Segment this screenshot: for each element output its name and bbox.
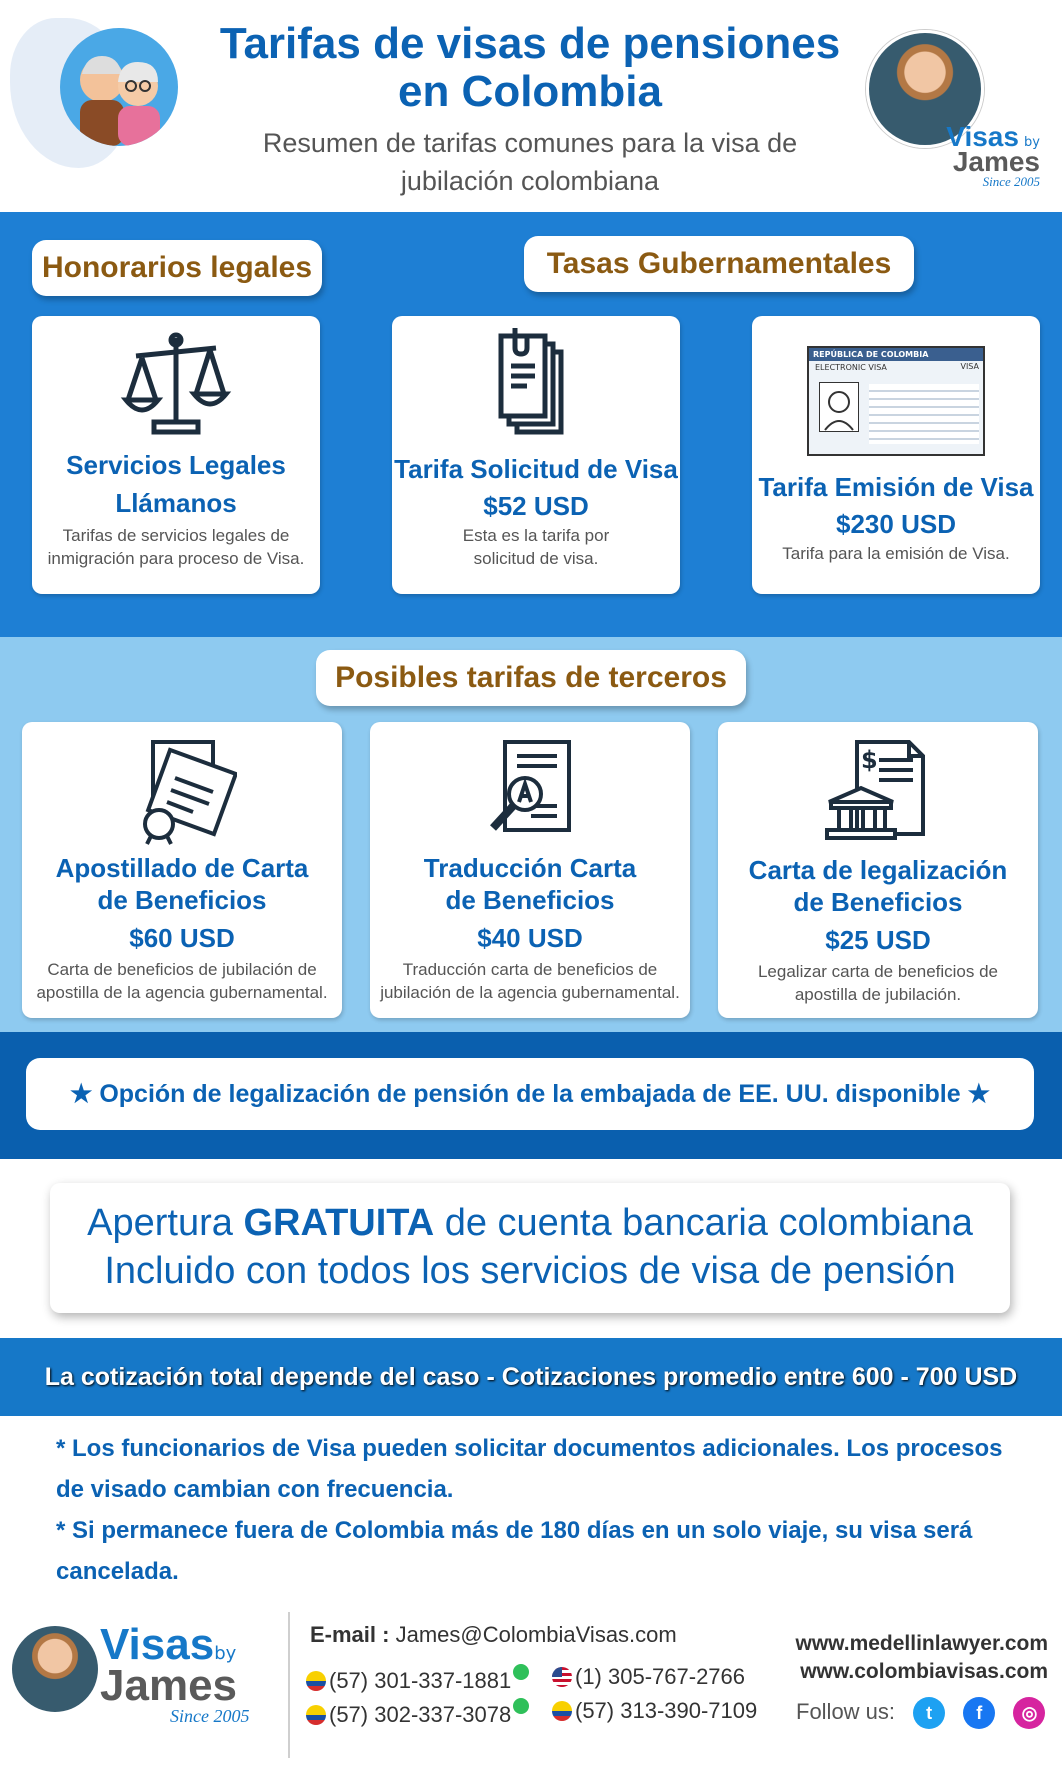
bank-document-icon <box>823 736 933 846</box>
colombia-flag-icon <box>306 1671 326 1691</box>
follow-us <box>796 1692 1048 1732</box>
footer-james-photo <box>12 1626 98 1712</box>
note-180-days: * Si permanece fuera de Colombia más de 180 días en un solo viaje, su visa será cancelada. <box>56 1517 973 1585</box>
colombia-flag-icon <box>306 1705 326 1725</box>
visas-by-james-logo: Visas by James Since 2005 <box>946 121 1040 189</box>
colombia-flag-icon <box>552 1701 572 1721</box>
documents-icon <box>481 324 591 444</box>
visa-card-icon: REPÚBLICA DE COLOMBIA VISA ELECTRONIC VISA <box>807 346 985 456</box>
visa-application-fee-price: $52 USD <box>483 491 589 521</box>
phone-4[interactable]: (57) 313-390-7109 <box>552 1698 757 1724</box>
visa-application-fee-card: Tarifa Solicitud de Visa $52 USD Esta es la tarifa por solicitud de visa. <box>392 316 680 594</box>
apostille-title: Apostillado de Carta <box>55 853 309 883</box>
visa-issuance-fee-card <box>752 316 1040 594</box>
whatsapp-icon <box>513 1698 529 1714</box>
email-label: E-mail : <box>310 1622 390 1647</box>
card-description: Legalizar carta de beneficios de <box>757 962 999 981</box>
third-party-fees-header: Posibles tarifas de terceros <box>316 650 746 706</box>
phone-1[interactable]: (57) 301-337-1881 <box>306 1664 529 1694</box>
instagram-icon[interactable]: ◎ <box>1013 1697 1045 1729</box>
card-description: Tarifas de servicios legales de <box>62 526 290 545</box>
visa-issuance-fee-title: Tarifa Emisión de Visa <box>758 472 1034 502</box>
visa-application-fee-title: Tarifa Solicitud de Visa <box>394 454 678 484</box>
legal-fees-header: Honorarios legales <box>32 240 322 296</box>
usa-flag-icon <box>552 1667 572 1687</box>
footer-divider <box>288 1612 290 1758</box>
page-title: Tarifas de visas de pensiones en Colombia <box>219 19 841 116</box>
legalization-title: Carta de legalización <box>748 855 1008 885</box>
scales-icon <box>116 324 236 444</box>
total-quote-bar: La cotización total depende del caso - Cotizaciones promedio entre 600 - 700 USD <box>0 1338 1062 1416</box>
phone-3[interactable]: (57) 302-337-3078 <box>306 1698 529 1728</box>
facebook-icon[interactable]: f <box>963 1697 995 1729</box>
legal-services-title: Servicios Legales <box>66 450 286 480</box>
whatsapp-icon <box>513 1664 529 1680</box>
translation-icon <box>475 736 585 846</box>
legal-services-card: Servicios Legales Llámanos Tarifas de servicios legales de inmigración para proceso de Visa. <box>32 316 320 594</box>
visa-issuance-fee-price: $230 USD <box>836 509 956 539</box>
call-us-label: Llámanos <box>115 488 237 518</box>
embassy-legalization-notice: ★ Opción de legalización de pensión de la embajada de EE. UU. disponible ★ <box>26 1058 1034 1130</box>
translation-title: Traducción Carta <box>423 853 637 883</box>
footer-visas-by-james-logo: Visasby James Since 2005 <box>100 1620 250 1726</box>
website-link-medellinlawyer[interactable]: www.medellinlawyer.com <box>795 1632 1048 1655</box>
translation-card: Traducción Carta de Beneficios $40 USD Traducción carta de beneficios de jubilación de la agencia gubernamental. <box>370 722 690 1018</box>
card-description: Tarifa para la emisión de Visa. <box>782 544 1010 563</box>
header <box>0 0 1062 212</box>
portrait-icon <box>819 382 859 432</box>
free-bank-account-banner: Apertura GRATUITA de cuenta bancaria colombiana Incluido con todos los servicios de visa de pensión <box>50 1183 1010 1313</box>
notes <box>56 1428 1026 1592</box>
retirees-illustration <box>60 28 178 146</box>
apostille-price: $60 USD <box>129 923 235 953</box>
svg-text:$: $ <box>861 746 878 774</box>
email-link[interactable]: James@ColombiaVisas.com <box>395 1622 677 1647</box>
apostille-card: Apostillado de Carta de Beneficios $60 USD Carta de beneficios de jubilación de apostilla de la agencia gubernamental. <box>22 722 342 1018</box>
translation-price: $40 USD <box>477 923 583 953</box>
bank-banner-line2: Incluido con todos los servicios de visa de pensión <box>104 1250 956 1292</box>
certificate-icon <box>127 736 237 846</box>
free-highlight: GRATUITA <box>243 1202 435 1244</box>
legalization-card: $ Carta de legalización de Beneficios $25 USD Legalizar carta de beneficios de apostilla de jubilación. <box>718 722 1038 1018</box>
government-fees-header: Tasas Gubernamentales <box>524 236 914 292</box>
card-description: Carta de beneficios de jubilación de <box>47 960 317 979</box>
website-link-colombiavisas[interactable]: www.colombiavisas.com <box>800 1660 1048 1683</box>
page-subtitle: Resumen de tarifas comunes para la visa de jubilación colombiana <box>262 128 798 196</box>
twitter-icon[interactable]: t <box>913 1697 945 1729</box>
phone-2[interactable]: (1) 305-767-2766 <box>552 1664 745 1690</box>
note-additional-documents: * Los funcionarios de Visa pueden solicitar documentos adicionales. Los procesos de visado cambian con frecuencia. <box>56 1435 1003 1503</box>
card-description: Traducción carta de beneficios de <box>402 960 658 979</box>
legalization-price: $25 USD <box>825 925 931 955</box>
website-links <box>786 1630 1048 1686</box>
email-line <box>310 1622 677 1648</box>
card-description: Esta es la tarifa por <box>462 526 610 545</box>
follow-us-label: Follow us: <box>796 1699 896 1724</box>
